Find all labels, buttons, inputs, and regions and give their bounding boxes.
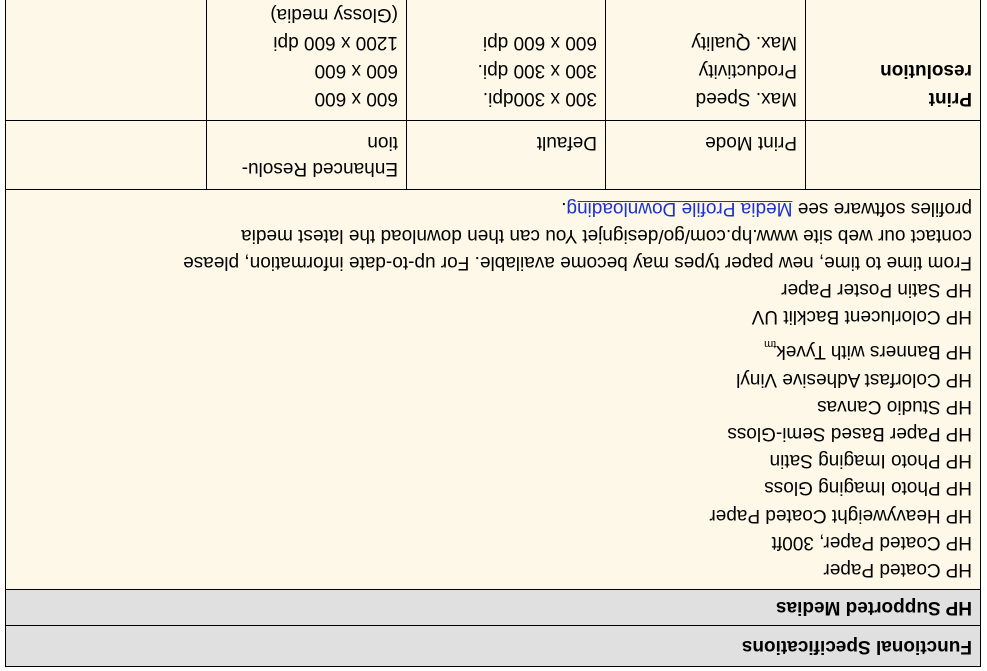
enhanced-value-note: (Glossy media) <box>270 4 398 26</box>
mode-value: Productivity <box>698 60 797 82</box>
media-item: HP Colorfast Adhesive Vinyl <box>736 368 972 390</box>
print-mode-header-text: Print Mode <box>705 132 797 154</box>
media-list-cell <box>5 190 980 590</box>
enhanced-header-line-1: Enhanced Resolu- <box>241 158 398 180</box>
media-item-text: HP Banners with Tyvek <box>776 341 972 363</box>
note-line-3 <box>14 194 972 221</box>
enhanced-value: 600 x 600 <box>314 88 398 110</box>
mode-value: Max. Quality <box>691 32 797 54</box>
media-item: HP Paper Based Semi-Gloss <box>727 422 972 444</box>
resolution-header-empty <box>806 121 981 190</box>
enhanced-value: 1200 x 600 dpi <box>273 32 398 54</box>
media-item: HP Studio Canvas <box>817 395 972 417</box>
resolution-label: resolution <box>880 60 972 82</box>
default-values-cell <box>407 0 606 121</box>
print-modes-cell <box>606 0 806 121</box>
media-item: HP Photo Imaging Gloss <box>764 477 972 499</box>
print-resolution-label-cell <box>806 0 981 121</box>
trademark-mark: tm <box>764 338 777 351</box>
specifications-table <box>5 0 981 667</box>
enhanced-values-cell <box>207 0 407 121</box>
default-value: 300 x 300 dpi. <box>477 60 597 82</box>
note-line-3-prefix: profiles software see <box>792 197 972 219</box>
supported-medias-heading: HP Supported Medias <box>5 590 980 626</box>
media-item: HP Coated Paper <box>823 559 972 580</box>
media-item: HP Colorlucent Backlit UV <box>751 306 972 328</box>
media-item-tyvek <box>14 330 972 365</box>
enhanced-resolution-header <box>207 121 407 190</box>
note-line-2: contact our web site www.hp.com/go/designjet You can then download the latest media <box>241 224 972 246</box>
note-line-3-suffix: . <box>561 197 567 219</box>
default-value: 300 x 300dpi. <box>482 88 597 110</box>
media-item: HP Coated Paper, 300ft <box>771 531 972 553</box>
default-header <box>407 121 606 190</box>
enhanced-header-line-2: tion <box>367 132 398 154</box>
print-mode-header <box>606 121 806 190</box>
functional-specifications-heading: Functional Specifications <box>5 626 980 667</box>
resolution-header-extra <box>5 121 206 190</box>
print-mode-header-spacer <box>614 155 797 181</box>
default-value: 600 x 600 dpi <box>482 32 597 54</box>
resolution-extra-cell <box>5 0 206 121</box>
default-header-text: Default <box>536 132 597 154</box>
mode-value: Max. Speed <box>695 88 797 110</box>
print-label: Print <box>928 88 972 110</box>
media-item: HP Photo Imaging Satin <box>769 450 972 472</box>
enhanced-value: 600 x 600 <box>314 60 398 82</box>
media-item: HP Satin Poster Paper <box>781 279 972 301</box>
media-item: HP Heavyweight Coated Paper <box>709 504 972 526</box>
default-header-spacer <box>415 155 597 181</box>
media-profile-downloading-link[interactable]: Media Profile Downloading <box>566 197 793 219</box>
note-line-1: From time to time, new paper types may become available. For up-to-date information, please <box>183 251 972 273</box>
